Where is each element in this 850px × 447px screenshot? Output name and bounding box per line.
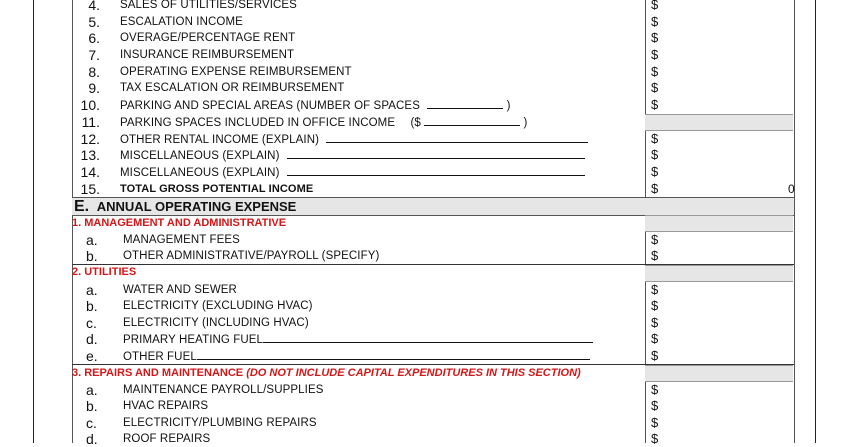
close-paren: ) [523,117,528,129]
row-label: MAINTENANCE PAYROLL/SUPPLIES [123,384,324,396]
income-row [0,0,850,13]
row-letter: d. [86,431,98,447]
row-label: HVAC REPAIRS [123,400,209,412]
row-letter: a. [86,282,98,298]
row-number: 13. [80,147,100,163]
row-label: TAX ESCALATION OR REIMBURSEMENT [120,82,345,94]
row-number: 6. [88,30,100,46]
row-number: 10. [80,97,100,113]
repairs-row [0,431,850,447]
amount-field[interactable]: $ [651,97,659,112]
amount-field-disabled [645,215,793,232]
amount-field[interactable]: $ [651,282,659,297]
utilities-row [0,331,850,347]
row-label [120,164,585,181]
close-paren: ) [506,100,511,112]
row-label [123,331,593,348]
income-row [0,64,850,80]
amount-field[interactable]: $ [651,331,659,346]
income-row [0,97,850,113]
row-label: ROOF REPAIRS [123,433,211,445]
section-letter: E. [74,198,90,215]
row-label [123,348,590,365]
row-number: 8. [88,64,100,80]
repairs-row [0,415,850,431]
row-label: MANAGEMENT FEES [123,234,240,246]
section-title: ANNUAL OPERATING EXPENSE [96,199,297,214]
management-header: 1. MANAGEMENT AND ADMINISTRATIVE [72,217,287,229]
amount-field[interactable]: $ [651,248,659,263]
number-of-spaces-blank[interactable] [427,97,503,109]
amount-field[interactable]: $ [651,431,659,446]
row-label-text: OTHER FUEL [123,351,197,363]
row-label: INSURANCE REIMBURSEMENT [120,49,295,61]
row-letter: b. [86,298,98,314]
explain-blank[interactable] [287,147,585,159]
amount-field[interactable]: $ [651,47,659,62]
row-label: ELECTRICITY/PLUMBING REPAIRS [123,417,317,429]
row-label-text: MISCELLANEOUS (EXPLAIN) [120,167,280,179]
row-label: OTHER ADMINISTRATIVE/PAYROLL (SPECIFY) [123,250,380,262]
management-row [0,248,850,264]
utilities-header: 2. UTILITIES [72,266,137,278]
amount-field[interactable]: $ [651,348,659,363]
other-fuel-blank[interactable] [197,348,590,360]
amount-field[interactable]: $ [651,0,659,12]
row-number: 7. [88,47,100,63]
row-letter: b. [86,398,98,414]
row-number: 14. [80,164,100,180]
amount-field[interactable]: $ [651,315,659,330]
row-label: WATER AND SEWER [123,284,237,296]
row-letter: a. [86,232,98,248]
row-label: OVERAGE/PERCENTAGE RENT [120,32,296,44]
explain-blank[interactable] [326,131,588,143]
row-label [120,97,511,114]
row-letter: b. [86,248,98,264]
row-label: ELECTRICITY (EXCLUDING HVAC) [123,300,313,312]
stray-mark: 0 [788,182,795,196]
row-label: ESCALATION INCOME [120,16,243,28]
income-row [0,30,850,46]
row-letter: e. [86,348,98,364]
repairs-row [0,398,850,414]
row-label [120,147,585,164]
row-label: OPERATING EXPENSE REIMBURSEMENT [120,66,352,78]
income-row [0,47,850,63]
amount-field[interactable]: $ [651,30,659,45]
amount-field[interactable]: $ [651,14,659,29]
section-e-header [72,197,794,216]
dollar-prefix: ($ [410,117,421,129]
row-label [120,131,588,148]
amount-field-disabled [645,365,793,382]
row-letter: d. [86,331,98,347]
amount-field[interactable]: $ [651,298,659,313]
income-row [0,131,850,147]
row-label: TOTAL GROSS POTENTIAL INCOME [120,183,314,195]
parking-income-blank[interactable] [424,114,520,126]
income-row [0,147,850,163]
row-label-text: PARKING AND SPECIAL AREAS (NUMBER OF SPACES [120,100,420,112]
row-number: 11. [81,114,100,130]
row-label [120,114,527,131]
amount-field[interactable]: $ [651,164,659,179]
repairs-header-title: 3. REPAIRS AND MAINTENANCE [72,367,244,379]
amount-field[interactable]: $ [651,64,659,79]
row-number: 5. [88,14,100,30]
row-number: 9. [88,80,100,96]
repairs-header [72,366,645,381]
row-label-text: PRIMARY HEATING FUEL [123,334,264,346]
explain-blank[interactable] [287,164,585,176]
row-letter: a. [86,382,98,398]
amount-field[interactable]: $ [651,398,659,413]
utilities-row [0,298,850,314]
income-row [0,164,850,180]
amount-field[interactable]: $ [651,147,659,162]
repairs-header-note: (DO NOT INCLUDE CAPITAL EXPENDITURES IN THIS SECTION) [246,367,581,379]
amount-field[interactable]: $ [651,415,659,430]
utilities-row [0,315,850,331]
fuel-type-blank[interactable] [263,331,593,343]
amount-field[interactable]: $ [651,131,659,146]
row-label: ELECTRICITY (INCLUDING HVAC) [123,317,309,329]
repairs-row [0,382,850,398]
income-row [0,80,850,96]
income-row [0,14,850,30]
row-label-text: OTHER RENTAL INCOME (EXPLAIN) [120,134,320,146]
amount-field[interactable]: $ [651,232,659,247]
utilities-row [0,348,850,364]
row-label-text: PARKING SPACES INCLUDED IN OFFICE INCOME [120,117,396,129]
row-number: 12. [80,131,100,147]
amount-field-disabled [645,265,793,282]
income-row [0,181,850,197]
utilities-row [0,282,850,298]
management-row [0,232,850,248]
row-number: 4. [88,0,100,13]
row-label-text: MISCELLANEOUS (EXPLAIN) [120,150,280,162]
amount-field[interactable]: $ [651,80,659,95]
row-label: SALES OF UTILITIES/SERVICES [120,0,297,11]
row-letter: c. [86,315,97,331]
row-letter: c. [86,415,97,431]
amount-field[interactable]: $ [651,382,659,397]
row-number: 15. [80,181,100,197]
income-row [0,114,850,130]
amount-field[interactable]: $ [651,181,659,196]
